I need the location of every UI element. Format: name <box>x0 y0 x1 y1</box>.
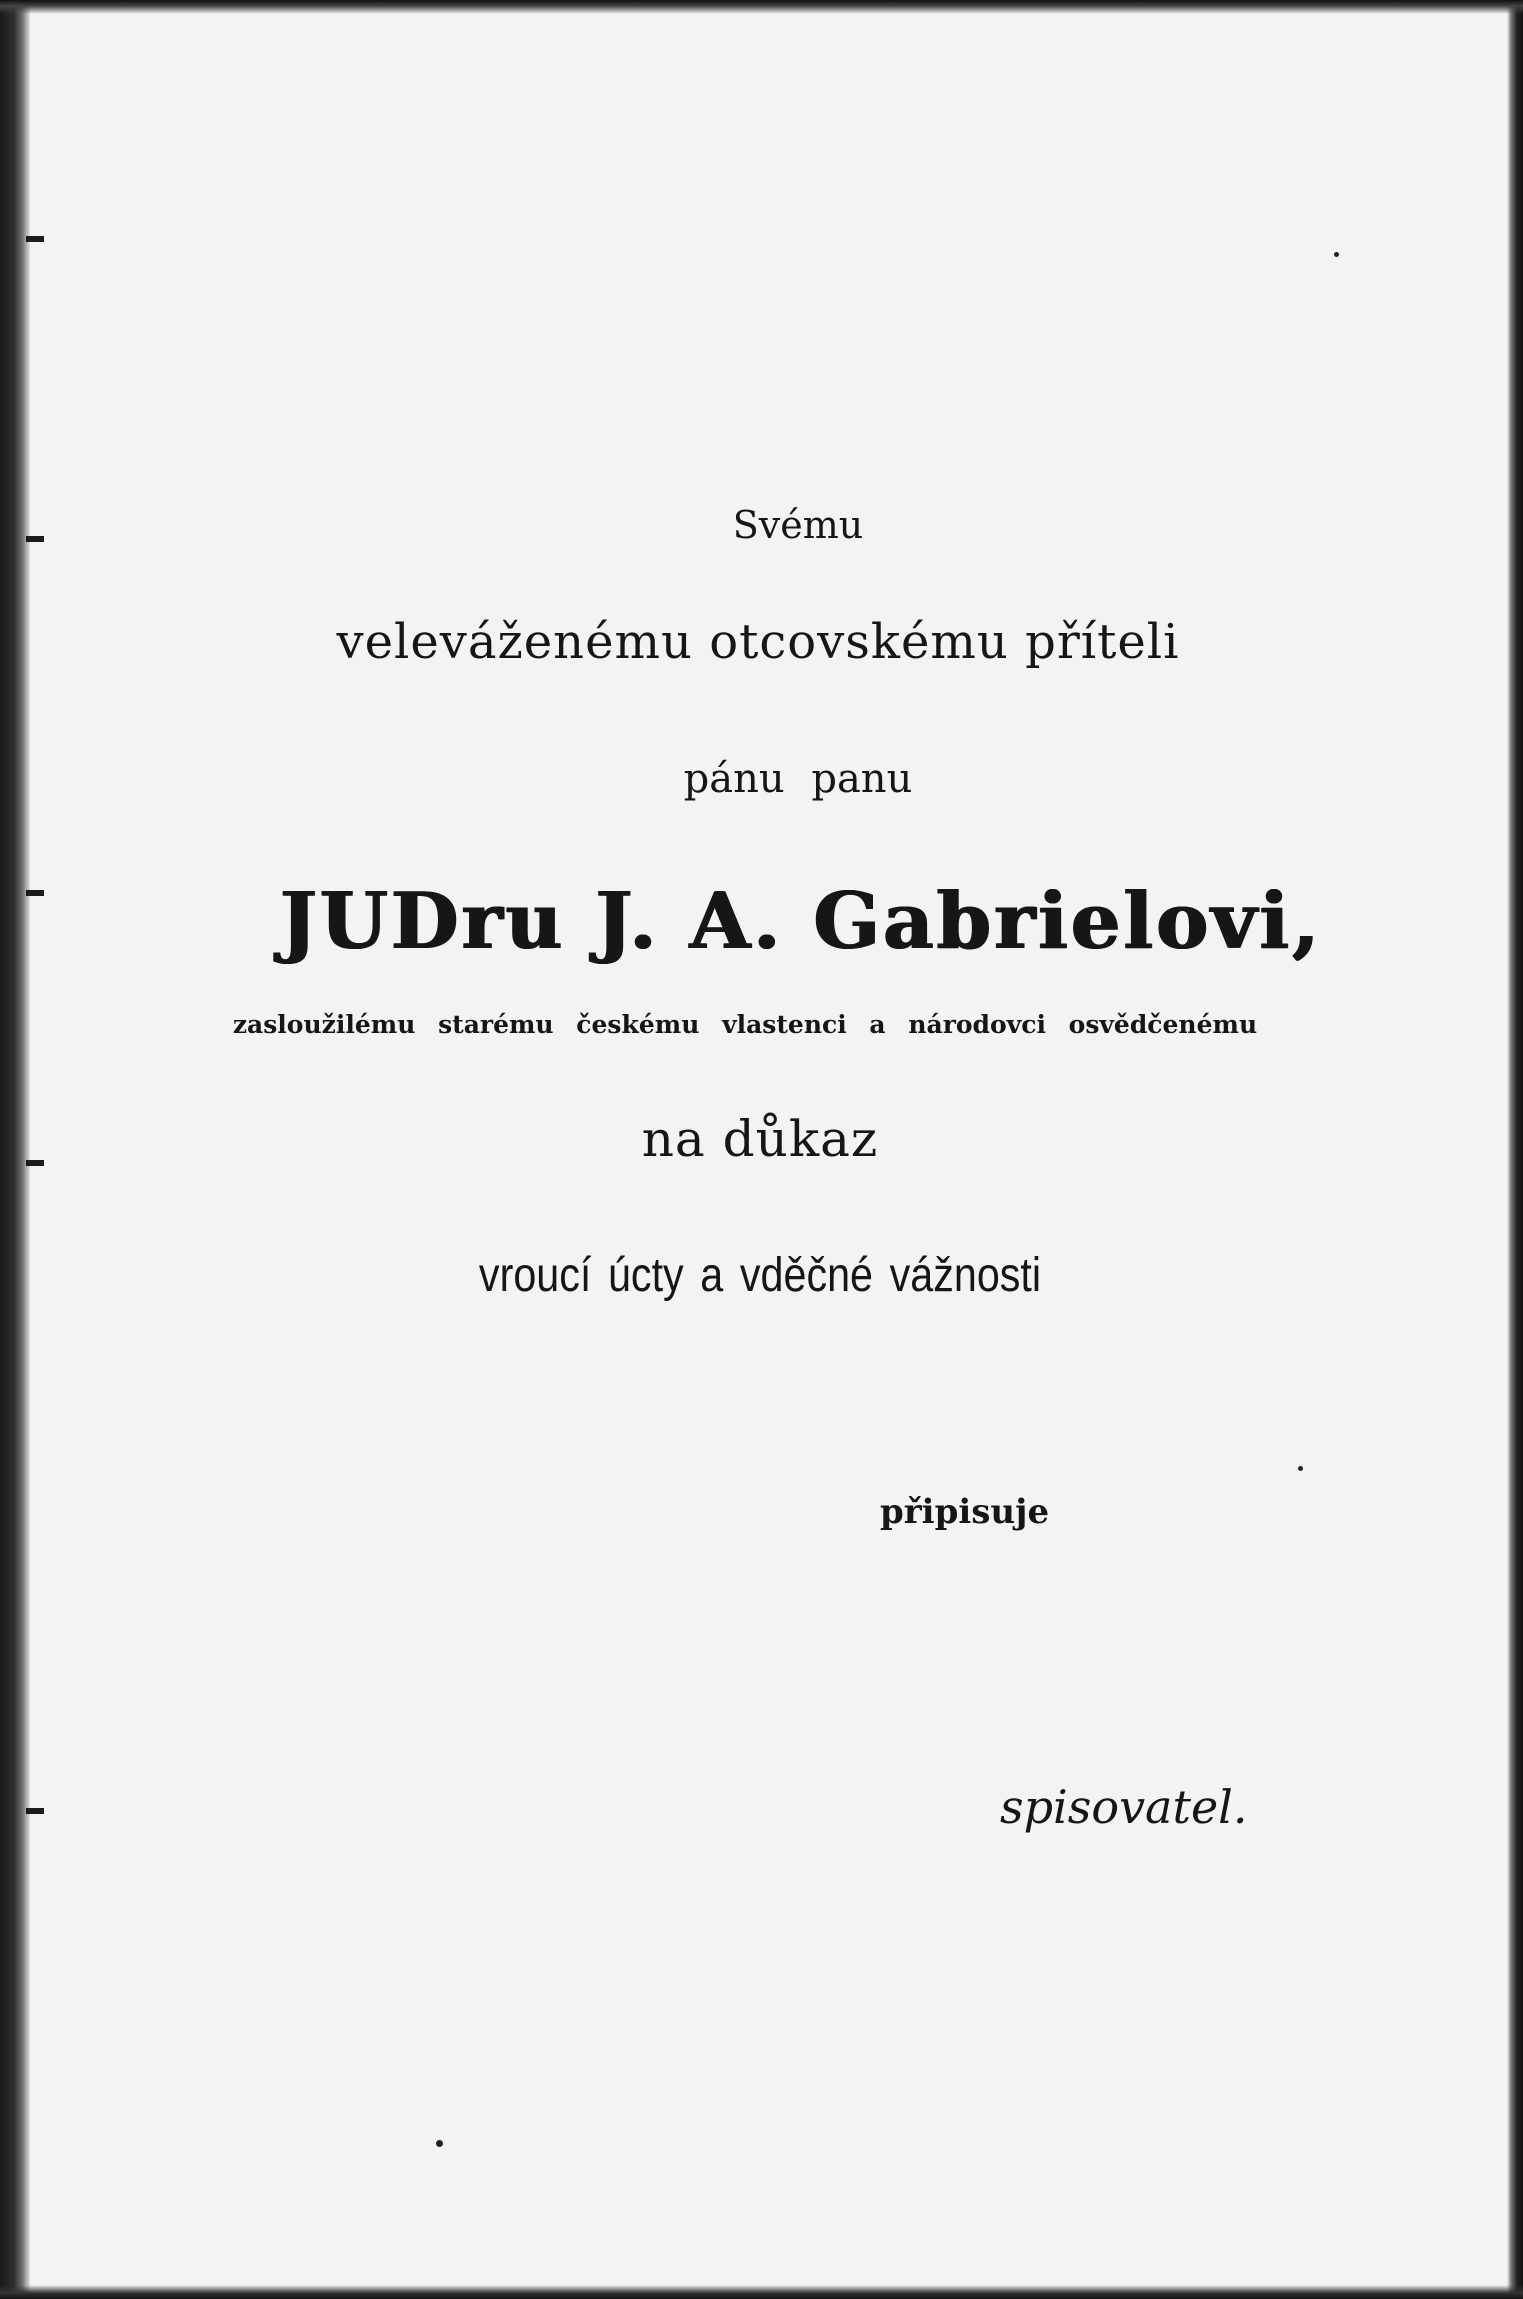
ink-speck <box>1334 252 1339 257</box>
ink-speck <box>1298 1466 1303 1471</box>
binding-mark <box>26 1160 44 1166</box>
dedication-line-friend: veleváženému otcovskému příteli <box>336 614 1180 670</box>
dedication-line-respect: vroucí úcty a vděčné vážnosti <box>478 1249 1042 1302</box>
author-signature: spisovatel. <box>1000 1780 1248 1834</box>
dedication-line-svemu: Svému <box>732 503 864 547</box>
page-left-edge <box>0 0 30 2299</box>
dedicatee-name: JUDru J. A. Gabrielovi, <box>280 876 1323 967</box>
binding-mark <box>26 236 44 242</box>
ink-speck <box>436 2140 443 2147</box>
page-bottom-edge <box>0 2285 1523 2299</box>
page-top-edge <box>0 0 1523 14</box>
dedication-line-proof: na důkaz <box>641 1110 879 1168</box>
dedication-line-inscribes: připisuje <box>880 1492 1050 1532</box>
binding-mark <box>26 536 44 542</box>
page-right-edge <box>1507 0 1523 2299</box>
dedicatee-description: zasloužilému starému českému vlastenci a národovci osvědčenému <box>232 1010 1258 1039</box>
binding-mark <box>26 1808 44 1814</box>
binding-mark <box>26 890 44 896</box>
dedication-line-panu: pánu panu <box>683 756 913 802</box>
